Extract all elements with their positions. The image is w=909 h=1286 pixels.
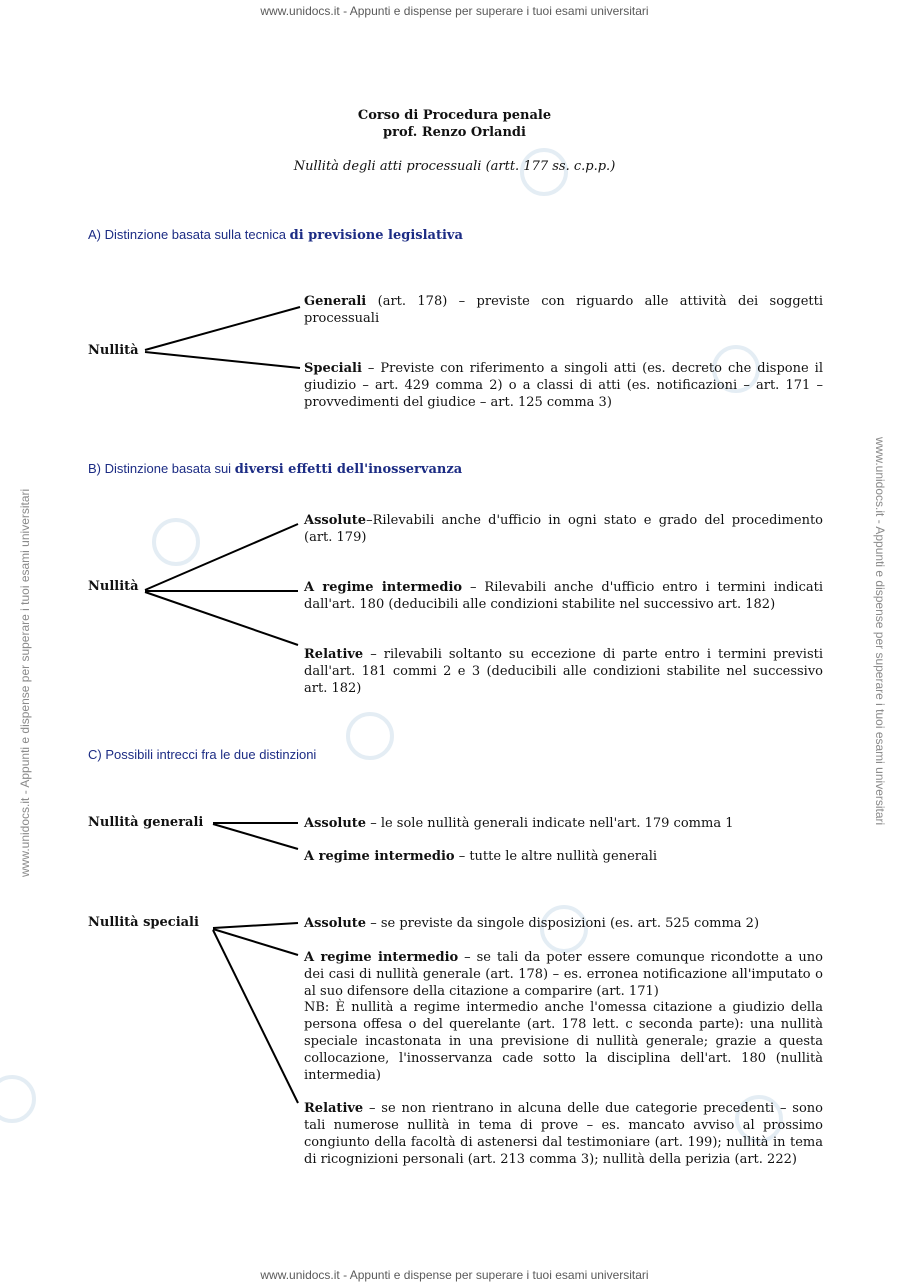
watermark-left: www.unidocs.it - Appunti e dispense per superare i tuoi esami universitari — [18, 488, 32, 877]
section-c-heading: C) Possibili intrecci fra le due distinzioni — [88, 747, 317, 762]
item-text: – tutte le altre nullità generali — [454, 849, 658, 864]
section-c-generali-assolute — [304, 815, 823, 832]
section-a-prefix: A) Distinzione basata sulla tecnica — [88, 227, 290, 242]
item-title: Relative — [304, 647, 364, 662]
section-c-speciali-relative — [304, 1100, 823, 1168]
item-text: – se previste da singole disposizioni (es. art. 525 comma 2) — [366, 916, 760, 931]
item-title: A regime intermedio — [304, 580, 463, 595]
section-b-heading — [88, 461, 462, 477]
watermark-logo — [0, 1075, 36, 1123]
item-text: –Rilevabili anche d'ufficio in ogni stato e grado del procedimento (art. 179) — [304, 513, 823, 545]
item-text: – le sole nullità generali indicate nell'art. 179 comma 1 — [366, 816, 734, 831]
section-a-item-generali — [304, 293, 823, 327]
item-text: (art. 178) – previste con riguardo alle attività dei soggetti processuali — [304, 294, 823, 326]
item-title: Assolute — [304, 916, 367, 931]
document-subtitle: Nullità degli atti processuali (artt. 177 ss. c.p.p.) — [293, 159, 616, 174]
section-b-item-intermedio — [304, 579, 823, 613]
item-title: Assolute — [304, 513, 367, 528]
item-text: – Rilevabili anche d'ufficio entro i termini indicati dall'art. 180 (deducibili alle condizioni stabilite nel successivo art. 182) — [304, 580, 823, 612]
item-text: – se non rientrano in alcuna delle due categorie precedenti – sono tali numerose nullità in tema di prove – es. mancato avviso al prossimo congiunto della facoltà di astenersi dal testimoniare (art. 199); nullità in tema di ricognizioni personali (art. 213 comma 3); nullità della perizia (art. 222) — [304, 1101, 823, 1167]
item-text: – rilevabili soltanto su eccezione di parte entro i termini previsti dall'art. 181 commi 2 e 3 (deducibili alle condizioni stabilite nel successivo art. 182) — [304, 647, 823, 696]
section-b-item-assolute — [304, 512, 823, 546]
section-a-label: Nullità — [88, 343, 139, 358]
watermark-bottom: www.unidocs.it - Appunti e dispense per superare i tuoi esami universitari — [260, 1268, 649, 1282]
section-a-heading — [88, 227, 463, 243]
section-c-generali-label: Nullità generali — [88, 815, 204, 830]
section-a-item-speciali — [304, 360, 823, 411]
item-text: – se tali da poter essere comunque ricondotte a uno dei casi di nullità generale (art. 178) – es. erronea notificazione all'imputato o al suo difensore della citazione a comparire (art. 171) — [304, 950, 823, 999]
section-c-speciali-nota — [304, 999, 823, 1084]
watermark-top: www.unidocs.it - Appunti e dispense per superare i tuoi esami universitari — [260, 4, 649, 18]
section-c-speciali-label: Nullità speciali — [88, 915, 199, 930]
section-b-bold: diversi effetti dell'inosservanza — [234, 462, 463, 477]
section-c-speciali-intermedio — [304, 949, 823, 1000]
watermark-right: www.unidocs.it - Appunti e dispense per superare i tuoi esami universitari — [873, 437, 887, 826]
item-title: Assolute — [304, 816, 367, 831]
course-title: Corso di Procedura penale — [357, 108, 552, 123]
item-title: Generali — [304, 294, 367, 309]
section-c-speciali-assolute — [304, 915, 823, 932]
section-b-label: Nullità — [88, 579, 139, 594]
item-title: A regime intermedio — [304, 950, 459, 965]
item-title: Relative — [304, 1101, 364, 1116]
section-b-prefix: B) Distinzione basata sui — [88, 461, 235, 476]
item-title: A regime intermedio — [304, 849, 455, 864]
item-text: NB: È nullità a regime intermedio anche l'omessa citazione a giudizio della persona offesa o del querelante (art. 178 lett. c seconda parte): una nullità speciale incastonata in una previsione di nullità generale; grazie a questa collocazione, l'inosservanza cade sotto la disciplina dell'art. 180 (nullità intermedia) — [304, 1000, 823, 1083]
item-title: Speciali — [304, 361, 362, 376]
section-a-bold: di previsione legislativa — [289, 228, 463, 243]
watermark-logo — [346, 712, 394, 760]
section-c-generali-intermedio — [304, 848, 823, 865]
section-b-item-relative — [304, 646, 823, 697]
item-text: – Previste con riferimento a singoli atti (es. decreto che dispone il giudizio – art. 429 comma 2) o a classi di atti (es. notificazioni – art. 171 – provvedimenti del giudice – art. 125 comma 3) — [304, 361, 823, 410]
watermark-logo — [152, 518, 200, 566]
professor-name: prof. Renzo Orlandi — [383, 125, 526, 140]
